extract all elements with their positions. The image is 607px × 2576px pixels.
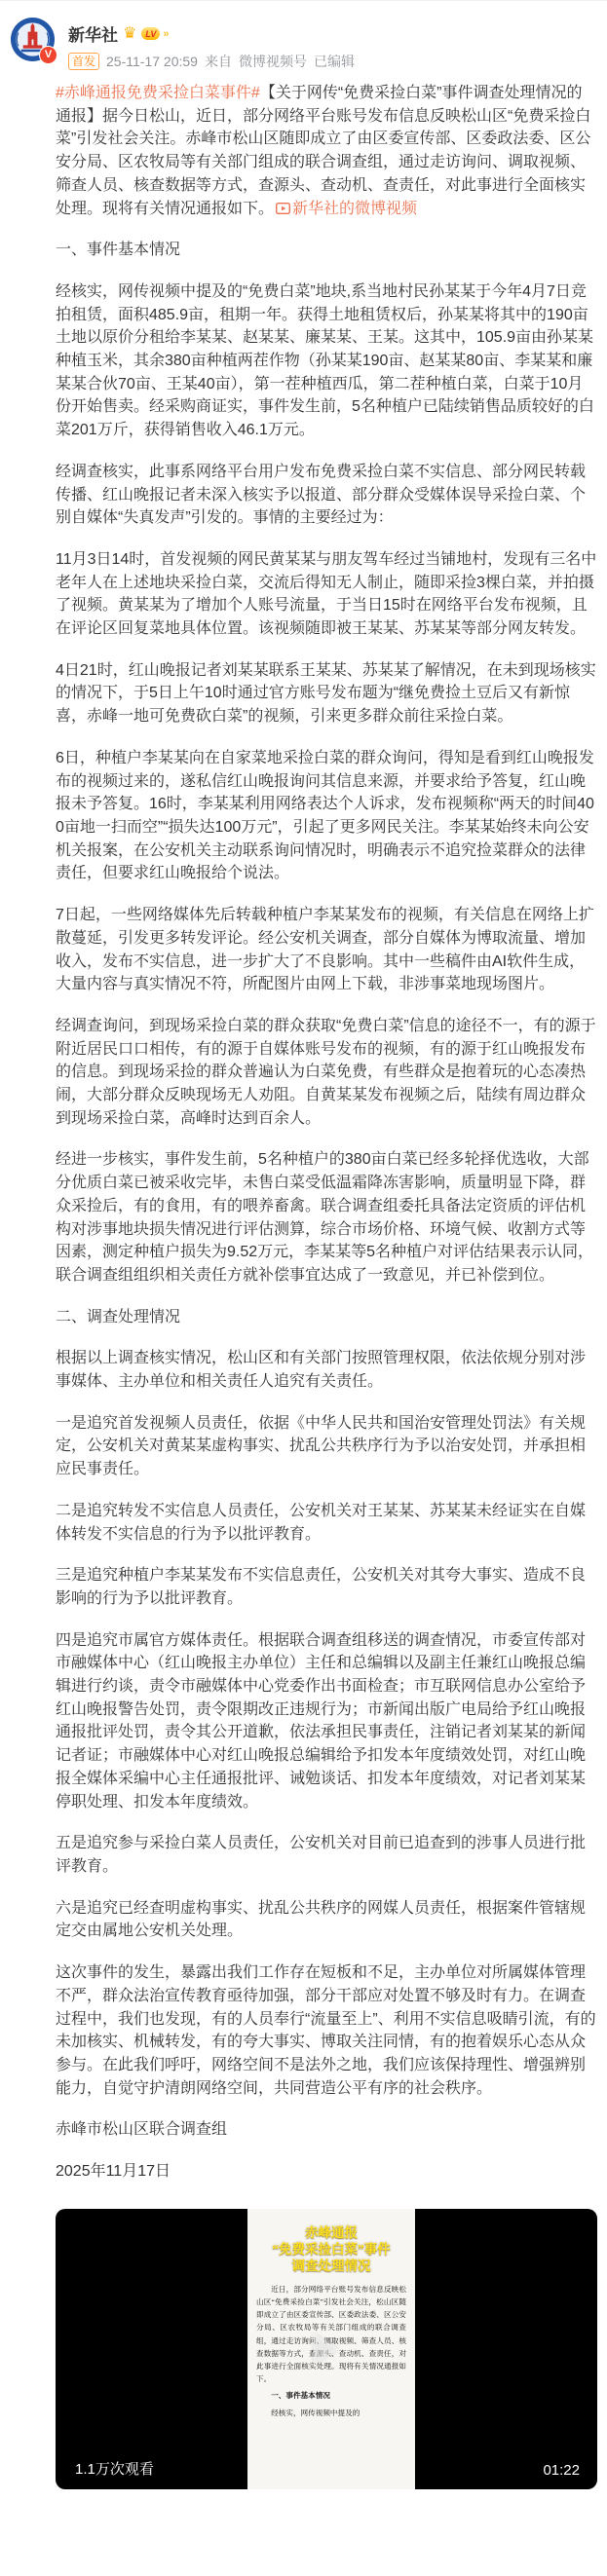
post-paragraph: 三是追究种植户李某某发布不实信息责任，公安机关对其夸大事实、造成不良影响的行为予以批评教育。 (56, 1567, 587, 1607)
post-paragraph: 六是追究已经查明虚构事实、扰乱公共秩序的网媒人员责任，根据案件管辖规定交由属地公安机关处理。 (56, 1899, 587, 1940)
view-count: 1.1万次观看 (75, 2460, 154, 2478)
post-paragraph: 这次事件的发生，暴露出我们工作存在短板和不足，主办单位对所属媒体管理不严，群众法治宣传教育亟待加强，部分干部应对处置不够及时有力。在调查过程中，我们也发现，有的人员奉行“流量至上”、利用不实信息吸睛引流，有的未加核实、机械转发，有的夸大事实、博取关注同情，有的抱着娱乐心态从众参与。在此我们呼吁，网络空间不是法外之地，我们应该保持理性、增强辨别能力，自觉守护清朗网络空间，共同营造公平有序的社会秩序。 (56, 1964, 596, 2097)
post-header (0, 1, 607, 82)
avatar[interactable] (10, 17, 56, 62)
notice-date: 2025年11月17日 (56, 2163, 171, 2181)
post-paragraph: 二、调查处理情况 (56, 1308, 181, 1325)
first-publish-badge: 首发 (68, 53, 99, 70)
source-prefix: 来自 (204, 54, 232, 69)
post-paragraph: 一是追究首发视频人员责任，依据《中华人民共和国治安管理处罚法》有关规定，公安机关对黄某某虚构事实、扰乱公共秩序行为予以治安处罚，并承担相应民事责任。 (56, 1414, 587, 1478)
post-paragraph: 五是追究参与采捡白菜人员责任，公安机关对目前已追查到的涉事人员进行批评教育。 (56, 1835, 587, 1875)
post-paragraph: 经核实，网传视频中提及的“免费白菜”地块,系当地村民孙某某于今年4月7日竞拍租赁，面积485.9亩，租期一年。获得土地租赁权后，孙某某将其中的190亩土地以原价分租给李某某、赵某某、廉某某、王某。这其中，105.9亩由孙某某种植玉米，其余380亩种植两茬作物（孙某某190亩、赵某某80亩、李某某和廉某某合伙70亩、王某40亩），第一茬种植西瓜，第二茬种植白菜，白菜于10月份开始售卖。经采购商证实，事件发生前，5名种植户已陆续销售品质较好的白菜201万斤，获得销售收入46.1万元。 (56, 282, 594, 439)
video-document-text: 近日，部分网络平台账号发布信息反映松山区“免费采捡白菜”引发社会关注，松山区随即成立了由区委宣传部、区委政法委、区公安分局、区农牧局等有关部门组成的联合调查组，通过走访询问、调取视频、筛查人员、核查数据等方式，查源头、查动机、查责任，对此事进行全面核实处理。现将有关情况通报如下。 一、事件基本情况 经核实，网传视频中提及的 (256, 2284, 406, 2417)
post-paragraph: 经进一步核实，事件发生前，5名种植户的380亩白菜已经多轮择优选收，大部分优质白菜已被采收完毕，未售白菜受低温霜降冻害影响，质量明显下降，群众采捡后，有的食用，有的喂养畜禽。联合调查组委托具备法定资质的评估机构对涉事地块损失情况进行评估测算，综合市场价格、环境气候、收割方式等因素，测定种植户损失为9.52万元，李某某等5名种植户对评估结果表示认同，联合调查组组织相关责任方就补偿事宜达成了一致意见，并已补偿到位。 (56, 1151, 594, 1284)
vip-badge-chevron-icon: » (163, 27, 170, 40)
video-player-card[interactable] (56, 2209, 597, 2489)
post-meta (68, 52, 355, 71)
video-duration: 01:22 (543, 2461, 580, 2479)
lead-text: 【关于网传“免费采捡白菜”事件调查处理情况的通报】据今日松山，近日，部分网络平台账号发布信息反映松山区“免费采捡白菜”引发社会关注。赤峰市松山区随即成立了由区委宣传部、区委政法委、区公安分局、区农牧局等有关部门组成的联合调查组，通过走访询问、调取视频、筛查人员、核查数据等方式，查源头、查动机、查责任，对此事进行全面核实处理。现将有关情况通报如下。 (56, 85, 591, 217)
post-lead-paragraph (56, 82, 597, 220)
vip-crown-icon: ♛ (123, 24, 137, 42)
post-paragraph: 经调查询问，到现场采捡白菜的群众获取“免费白菜”信息的途径不一，有的源于附近居民口口相传，有的源于自媒体账号发布的视频，有的源于红山晚报发布的信息。到现场采捡的群众普遍认为白菜免费，有些群众是抱着玩的心态凑热闹，大部分群众反映现场无人劝阻。自黄某某发布视频之后，陆续有周边群众到现场采捡白菜，高峰时达到百余人。 (56, 1017, 596, 1127)
play-icon[interactable] (314, 2333, 339, 2365)
vip-level-badge: LV (141, 27, 160, 40)
post-paragraph: 一、事件基本情况 (56, 242, 181, 259)
verified-v-badge-icon: V (39, 46, 57, 64)
post-paragraph: 7日起，一些网络媒体先后转载种植户李某某发布的视频，有关信息在网络上扩散蔓延，引发更多转发评论。经公安机关调查，部分自媒体为博取流量、增加收入，发布不实信息，进一步扩大了不良影响。其中一些稿件由AI软件生成，大量内容与真实情况不符，所配图片由网上下载，非涉事菜地现场图片。 (56, 907, 594, 993)
username[interactable]: 新华社 (68, 26, 118, 45)
edited-label: 已编辑 (313, 54, 355, 69)
hashtag-link[interactable]: #赤峰通报免费采捡白菜事件# (56, 85, 260, 101)
post-paragraph: 6日，种植户李某某向在自家菜地采捡白菜的群众询问，得知是看到红山晚报发布的视频过来的，遂私信红山晚报询问其信息来源，并要求给予答复，红山晚报未予答复。16时，李某某利用网络表达个人诉求，发布视频称“两天的时间400亩地一扫而空”“损失达100万元”，引起了更多网民关注。李某某始终未向公安机关报案，在公安机关主动联系询问情况时，明确表示不追究捡菜群众的法律责任，但要求红山晚报给个说法。 (56, 749, 594, 882)
video-link[interactable]: 新华社的微博视频 (274, 201, 417, 217)
signature: 赤峰市松山区联合调查组 (56, 2121, 228, 2139)
post-paragraph: 经调查核实，此事系网络平台用户发布免费采捡白菜不实信息、部分网民转载传播、红山晚报记者未深入核实予以报道、部分群众受媒体误导采捡白菜、个别自媒体“失真发声”引发的。事情的主要经过为： (56, 463, 587, 527)
post-paragraph: 4日21时，红山晚报记者刘某某联系王某某、苏某某了解情况，在未到现场核实的情况下，于5日上午10时通过官方账号发布题为“继免费捡土豆后又有新惊喜，赤峰一地可免费砍白菜”的视频，引来更多群众前往采捡白菜。 (56, 661, 596, 726)
video-title: 赤峰通报 “免费采捡白菜”事件 调查处理情况 (272, 2224, 391, 2273)
post-paragraph: 四是追究市属官方媒体责任。根据联合调查组移送的调查情况，市委宣传部对市融媒体中心（红山晚报主办单位）主任和总编辑以及副主任兼红山晚报总编辑进行约谈，责令市融媒体中心党委作出书面检查；市互联网信息办公室给予红山晚报警告处罚，责令限期改正违规行为；市新闻出版广电局给予红山晚报通报批评处罚，责令其公开道歉，依法承担民事责任，注销记者刘某某的新闻记者证；市融媒体中心对红山晚报总编辑给予扣发本年度绩效处罚，对红山晚报全媒体采编中心主任通报批评、诫勉谈话、扣发本年度绩效，对记者刘某某停职处理、扣发本年度绩效。 (56, 1631, 587, 1811)
video-play-window-icon (276, 203, 290, 214)
post-paragraph: 二是追究转发不实信息人员责任，公安机关对王某某、苏某某未经证实在自媒体转发不实信息的行为予以批评教育。 (56, 1502, 587, 1543)
post-paragraphs (56, 239, 597, 2100)
post-paragraph: 根据以上调查核实情况，松山区和有关部门按照管理权限，依法依规分别对涉事媒体、主办单位和相关责任人追究有关责任。 (56, 1350, 587, 1391)
source-link[interactable]: 微博视频号 (238, 54, 307, 69)
timestamp: 25-11-17 20:59 (106, 54, 198, 69)
post-paragraph: 11月3日14时，首发视频的网民黄某某与朋友驾车经过当铺地村，发现有三名中老年人在上述地块采捡白菜，交流后得知无人制止，随即采捡3棵白菜，并拍摄了视频。黄某某为了增加个人账号流量，于当日15时在网络平台发布视频，且在评论区回复菜地具体位置。该视频随即被王某某、苏某某等部分网友转发。 (56, 550, 597, 638)
post-body (56, 82, 597, 2184)
